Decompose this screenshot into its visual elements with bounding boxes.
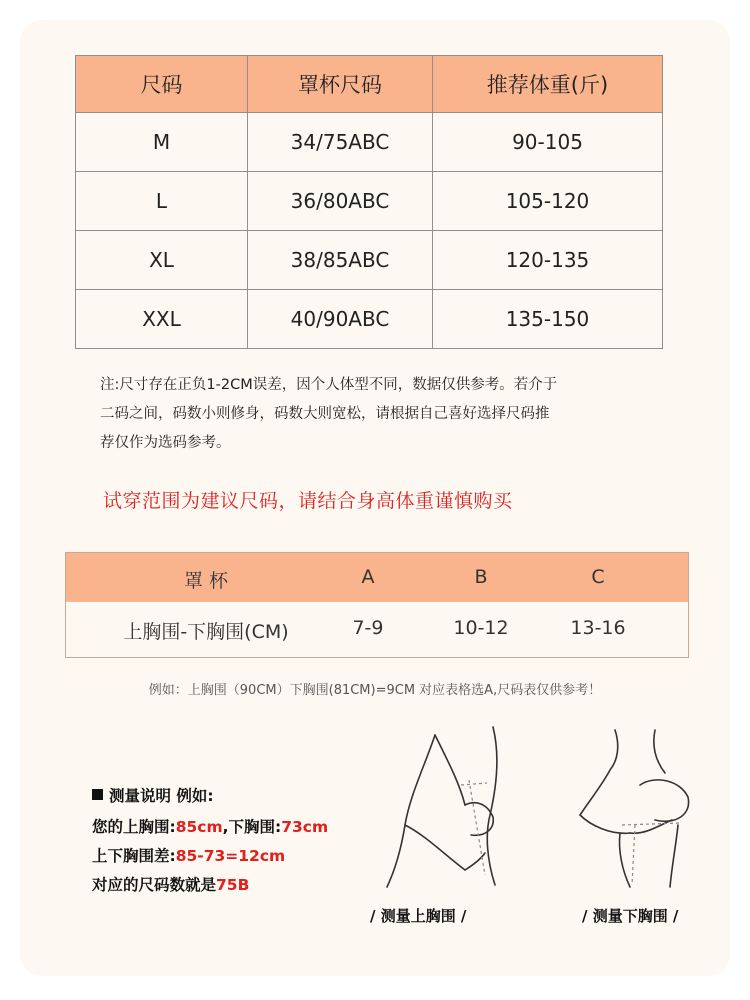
cell-weight: 120-135 — [433, 231, 663, 290]
header-cup-size: 罩杯尺码 — [248, 56, 433, 113]
measure-label: 对应的尺码数就是 — [92, 876, 217, 894]
cell-weight: 105-120 — [433, 172, 663, 231]
note-line: 荐仅作为选码参考。 — [100, 435, 231, 451]
measure-value: 85cm — [175, 818, 223, 836]
warning-text: 试穿范围为建议尺码，请结合身高体重谨慎购买 — [103, 490, 513, 512]
cup-a-value: 7-9 — [352, 617, 384, 639]
square-bullet-icon — [92, 789, 103, 800]
lower-bust-caption: / 测量下胸围 / — [582, 907, 679, 925]
cell-size: M — [76, 113, 248, 172]
note-line: 注:尺寸存在正负1-2CM误差，因个人体型不同，数据仅供参考。若介于 — [100, 377, 558, 393]
size-table — [75, 55, 663, 349]
cell-weight: 90-105 — [433, 113, 663, 172]
cell-cup-size: 36/80ABC — [248, 172, 433, 231]
cell-cup-size: 40/90ABC — [248, 290, 433, 349]
measure-value: 73cm — [281, 818, 329, 836]
cup-b-label: B — [474, 566, 488, 588]
cell-cup-size: 34/75ABC — [248, 113, 433, 172]
cup-c-value: 13-16 — [570, 617, 626, 639]
measure-title — [92, 784, 214, 806]
cup-c-label: C — [591, 566, 605, 588]
measure-value: 85-73=12cm — [175, 847, 286, 865]
measure-line-1 — [92, 815, 328, 837]
measure-label: 上下胸围差: — [92, 847, 176, 865]
upper-bust-figure-icon — [365, 725, 525, 890]
note-line: 二码之间，码数小则修身，码数大则宽松，请根据自己喜好选择尺码推 — [100, 406, 550, 422]
measure-label: ,下胸围: — [222, 818, 282, 836]
cup-row-label: 上胸围-下胸围(CM) — [123, 621, 289, 643]
table-row — [76, 231, 663, 290]
lower-bust-figure-icon — [560, 725, 710, 890]
header-weight: 推荐体重(斤) — [433, 56, 663, 113]
size-table-header — [76, 56, 663, 113]
measure-line-3 — [92, 873, 249, 895]
cell-size: L — [76, 172, 248, 231]
table-row — [76, 113, 663, 172]
upper-bust-caption: / 测量上胸围 / — [370, 907, 467, 925]
measure-label: 您的上胸围: — [92, 818, 176, 836]
example-note: 例如：上胸围（90CM）下胸围(81CM)=9CM 对应表格选A,尺码表仅供参考！ — [148, 683, 602, 698]
cup-table — [65, 552, 689, 658]
cell-cup-size: 38/85ABC — [248, 231, 433, 290]
measure-line-2 — [92, 844, 285, 866]
measure-value: 75B — [216, 876, 250, 894]
cell-size: XXL — [76, 290, 248, 349]
cup-a-label: A — [361, 566, 375, 588]
table-row — [76, 172, 663, 231]
table-row — [76, 290, 663, 349]
measure-title-text: 测量说明 例如: — [109, 787, 214, 805]
cup-b-value: 10-12 — [453, 617, 509, 639]
cell-size: XL — [76, 231, 248, 290]
size-note — [100, 371, 660, 458]
cup-header-label: 罩 杯 — [183, 570, 229, 592]
header-size: 尺码 — [76, 56, 248, 113]
cell-weight: 135-150 — [433, 290, 663, 349]
